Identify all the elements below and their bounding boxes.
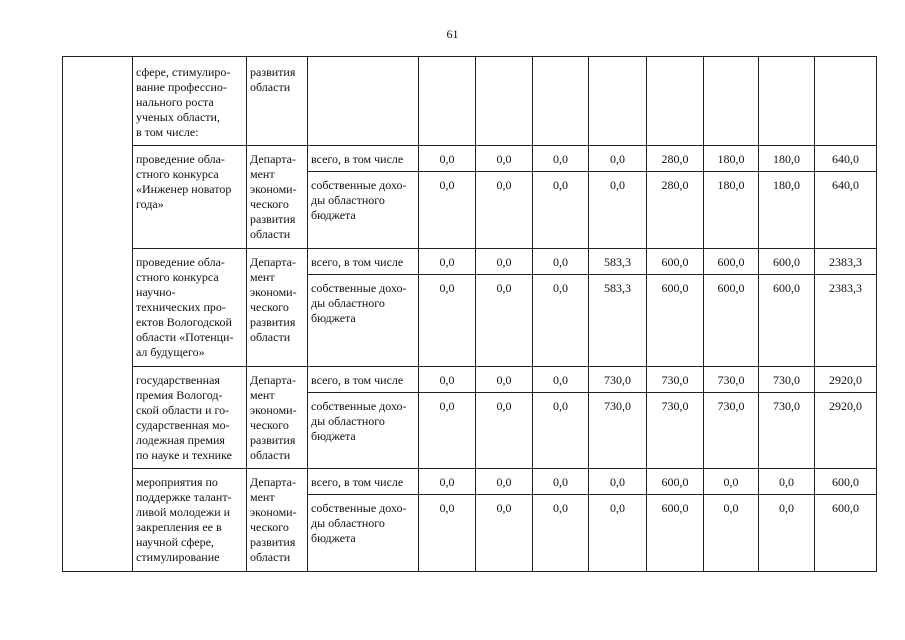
empty-cell — [647, 57, 704, 146]
value-cell: 0,0 — [476, 392, 533, 468]
budget-table — [62, 56, 877, 572]
value-cell: 2383,3 — [815, 249, 877, 275]
item-description: проведение обла- стного конкурса «Инженер новатор года» — [133, 145, 247, 249]
value-cell: 0,0 — [533, 495, 589, 572]
value-cell: 730,0 — [647, 392, 704, 468]
value-cell: 0,0 — [419, 495, 476, 572]
empty-cell — [533, 57, 589, 146]
value-cell: 0,0 — [533, 392, 589, 468]
value-cell: 0,0 — [419, 469, 476, 495]
value-cell: 180,0 — [704, 145, 759, 171]
value-cell: 0,0 — [704, 469, 759, 495]
value-cell: 730,0 — [589, 392, 647, 468]
value-cell: 0,0 — [759, 495, 815, 572]
item-description: мероприятия по поддержке талант- ливой молодежи и закрепления ее в научной сфере, стимулирование — [133, 469, 247, 572]
value-cell: 600,0 — [704, 249, 759, 275]
value-cell: 0,0 — [533, 249, 589, 275]
value-cell: 0,0 — [533, 469, 589, 495]
funding-source: всего, в том числе — [308, 249, 419, 275]
item-description: проведение обла- стного конкурса научно- технических про- ектов Вологодской области «Потенци- ал будущего» — [133, 249, 247, 367]
value-cell: 0,0 — [533, 275, 589, 367]
empty-cell — [589, 57, 647, 146]
value-cell: 0,0 — [419, 366, 476, 392]
value-cell: 0,0 — [759, 469, 815, 495]
value-cell: 600,0 — [647, 249, 704, 275]
value-cell: 0,0 — [419, 145, 476, 171]
value-cell: 0,0 — [476, 495, 533, 572]
value-cell: 730,0 — [759, 366, 815, 392]
funding-source: всего, в том числе — [308, 366, 419, 392]
value-cell: 730,0 — [647, 366, 704, 392]
funding-source: всего, в том числе — [308, 469, 419, 495]
value-cell: 0,0 — [476, 275, 533, 367]
funding-source: собственные дохо- ды областного бюджета — [308, 171, 419, 248]
value-cell: 600,0 — [647, 275, 704, 367]
value-cell: 583,3 — [589, 275, 647, 367]
value-cell: 180,0 — [759, 145, 815, 171]
value-cell: 600,0 — [647, 469, 704, 495]
empty-cell — [759, 57, 815, 146]
value-cell: 600,0 — [647, 495, 704, 572]
value-cell: 600,0 — [815, 469, 877, 495]
value-cell: 0,0 — [419, 171, 476, 248]
empty-cell — [476, 57, 533, 146]
funding-source: всего, в том числе — [308, 145, 419, 171]
item-responsible: Департа- мент экономи- ческого развития области — [247, 145, 308, 249]
value-cell: 730,0 — [759, 392, 815, 468]
value-cell: 583,3 — [589, 249, 647, 275]
value-cell: 180,0 — [704, 171, 759, 248]
table-row — [63, 249, 877, 275]
value-cell: 600,0 — [759, 249, 815, 275]
table-row — [63, 469, 877, 495]
item-responsible: Департа- мент экономи- ческого развития области — [247, 249, 308, 367]
item-responsible: Департа- мент экономи- ческого развития области — [247, 366, 308, 469]
spacer-cell — [63, 57, 133, 572]
value-cell: 0,0 — [589, 145, 647, 171]
value-cell: 0,0 — [589, 469, 647, 495]
value-cell: 600,0 — [704, 275, 759, 367]
value-cell: 600,0 — [759, 275, 815, 367]
value-cell: 0,0 — [589, 495, 647, 572]
intro-description: сфере, стимулиро- вание профессио- нального роста ученых области, в том числе: — [133, 57, 247, 146]
table-row — [63, 145, 877, 171]
value-cell: 0,0 — [476, 249, 533, 275]
value-cell: 2383,3 — [815, 275, 877, 367]
value-cell: 730,0 — [589, 366, 647, 392]
value-cell: 2920,0 — [815, 392, 877, 468]
empty-cell — [704, 57, 759, 146]
funding-source: собственные дохо- ды областного бюджета — [308, 392, 419, 468]
table-row — [63, 57, 877, 146]
item-responsible: Департа- мент экономи- ческого развития области — [247, 469, 308, 572]
value-cell: 0,0 — [533, 145, 589, 171]
value-cell: 280,0 — [647, 145, 704, 171]
value-cell: 730,0 — [704, 366, 759, 392]
funding-source: собственные дохо- ды областного бюджета — [308, 495, 419, 572]
value-cell: 0,0 — [476, 366, 533, 392]
value-cell: 0,0 — [704, 495, 759, 572]
value-cell: 0,0 — [476, 469, 533, 495]
value-cell: 0,0 — [419, 275, 476, 367]
funding-source: собственные дохо- ды областного бюджета — [308, 275, 419, 367]
value-cell: 640,0 — [815, 171, 877, 248]
value-cell: 0,0 — [533, 366, 589, 392]
value-cell: 600,0 — [815, 495, 877, 572]
value-cell: 0,0 — [476, 171, 533, 248]
value-cell: 730,0 — [704, 392, 759, 468]
empty-cell — [308, 57, 419, 146]
empty-cell — [419, 57, 476, 146]
empty-cell — [815, 57, 877, 146]
value-cell: 0,0 — [589, 171, 647, 248]
value-cell: 0,0 — [419, 392, 476, 468]
value-cell: 0,0 — [419, 249, 476, 275]
intro-responsible: развития области — [247, 57, 308, 146]
value-cell: 0,0 — [533, 171, 589, 248]
value-cell: 0,0 — [476, 145, 533, 171]
value-cell: 180,0 — [759, 171, 815, 248]
table-row — [63, 366, 877, 392]
value-cell: 2920,0 — [815, 366, 877, 392]
page-number: 61 — [446, 27, 459, 41]
value-cell: 640,0 — [815, 145, 877, 171]
item-description: государственная премия Вологод- ской области и го- сударственная мо- лодежная премия по науке и технике — [133, 366, 247, 469]
value-cell: 280,0 — [647, 171, 704, 248]
